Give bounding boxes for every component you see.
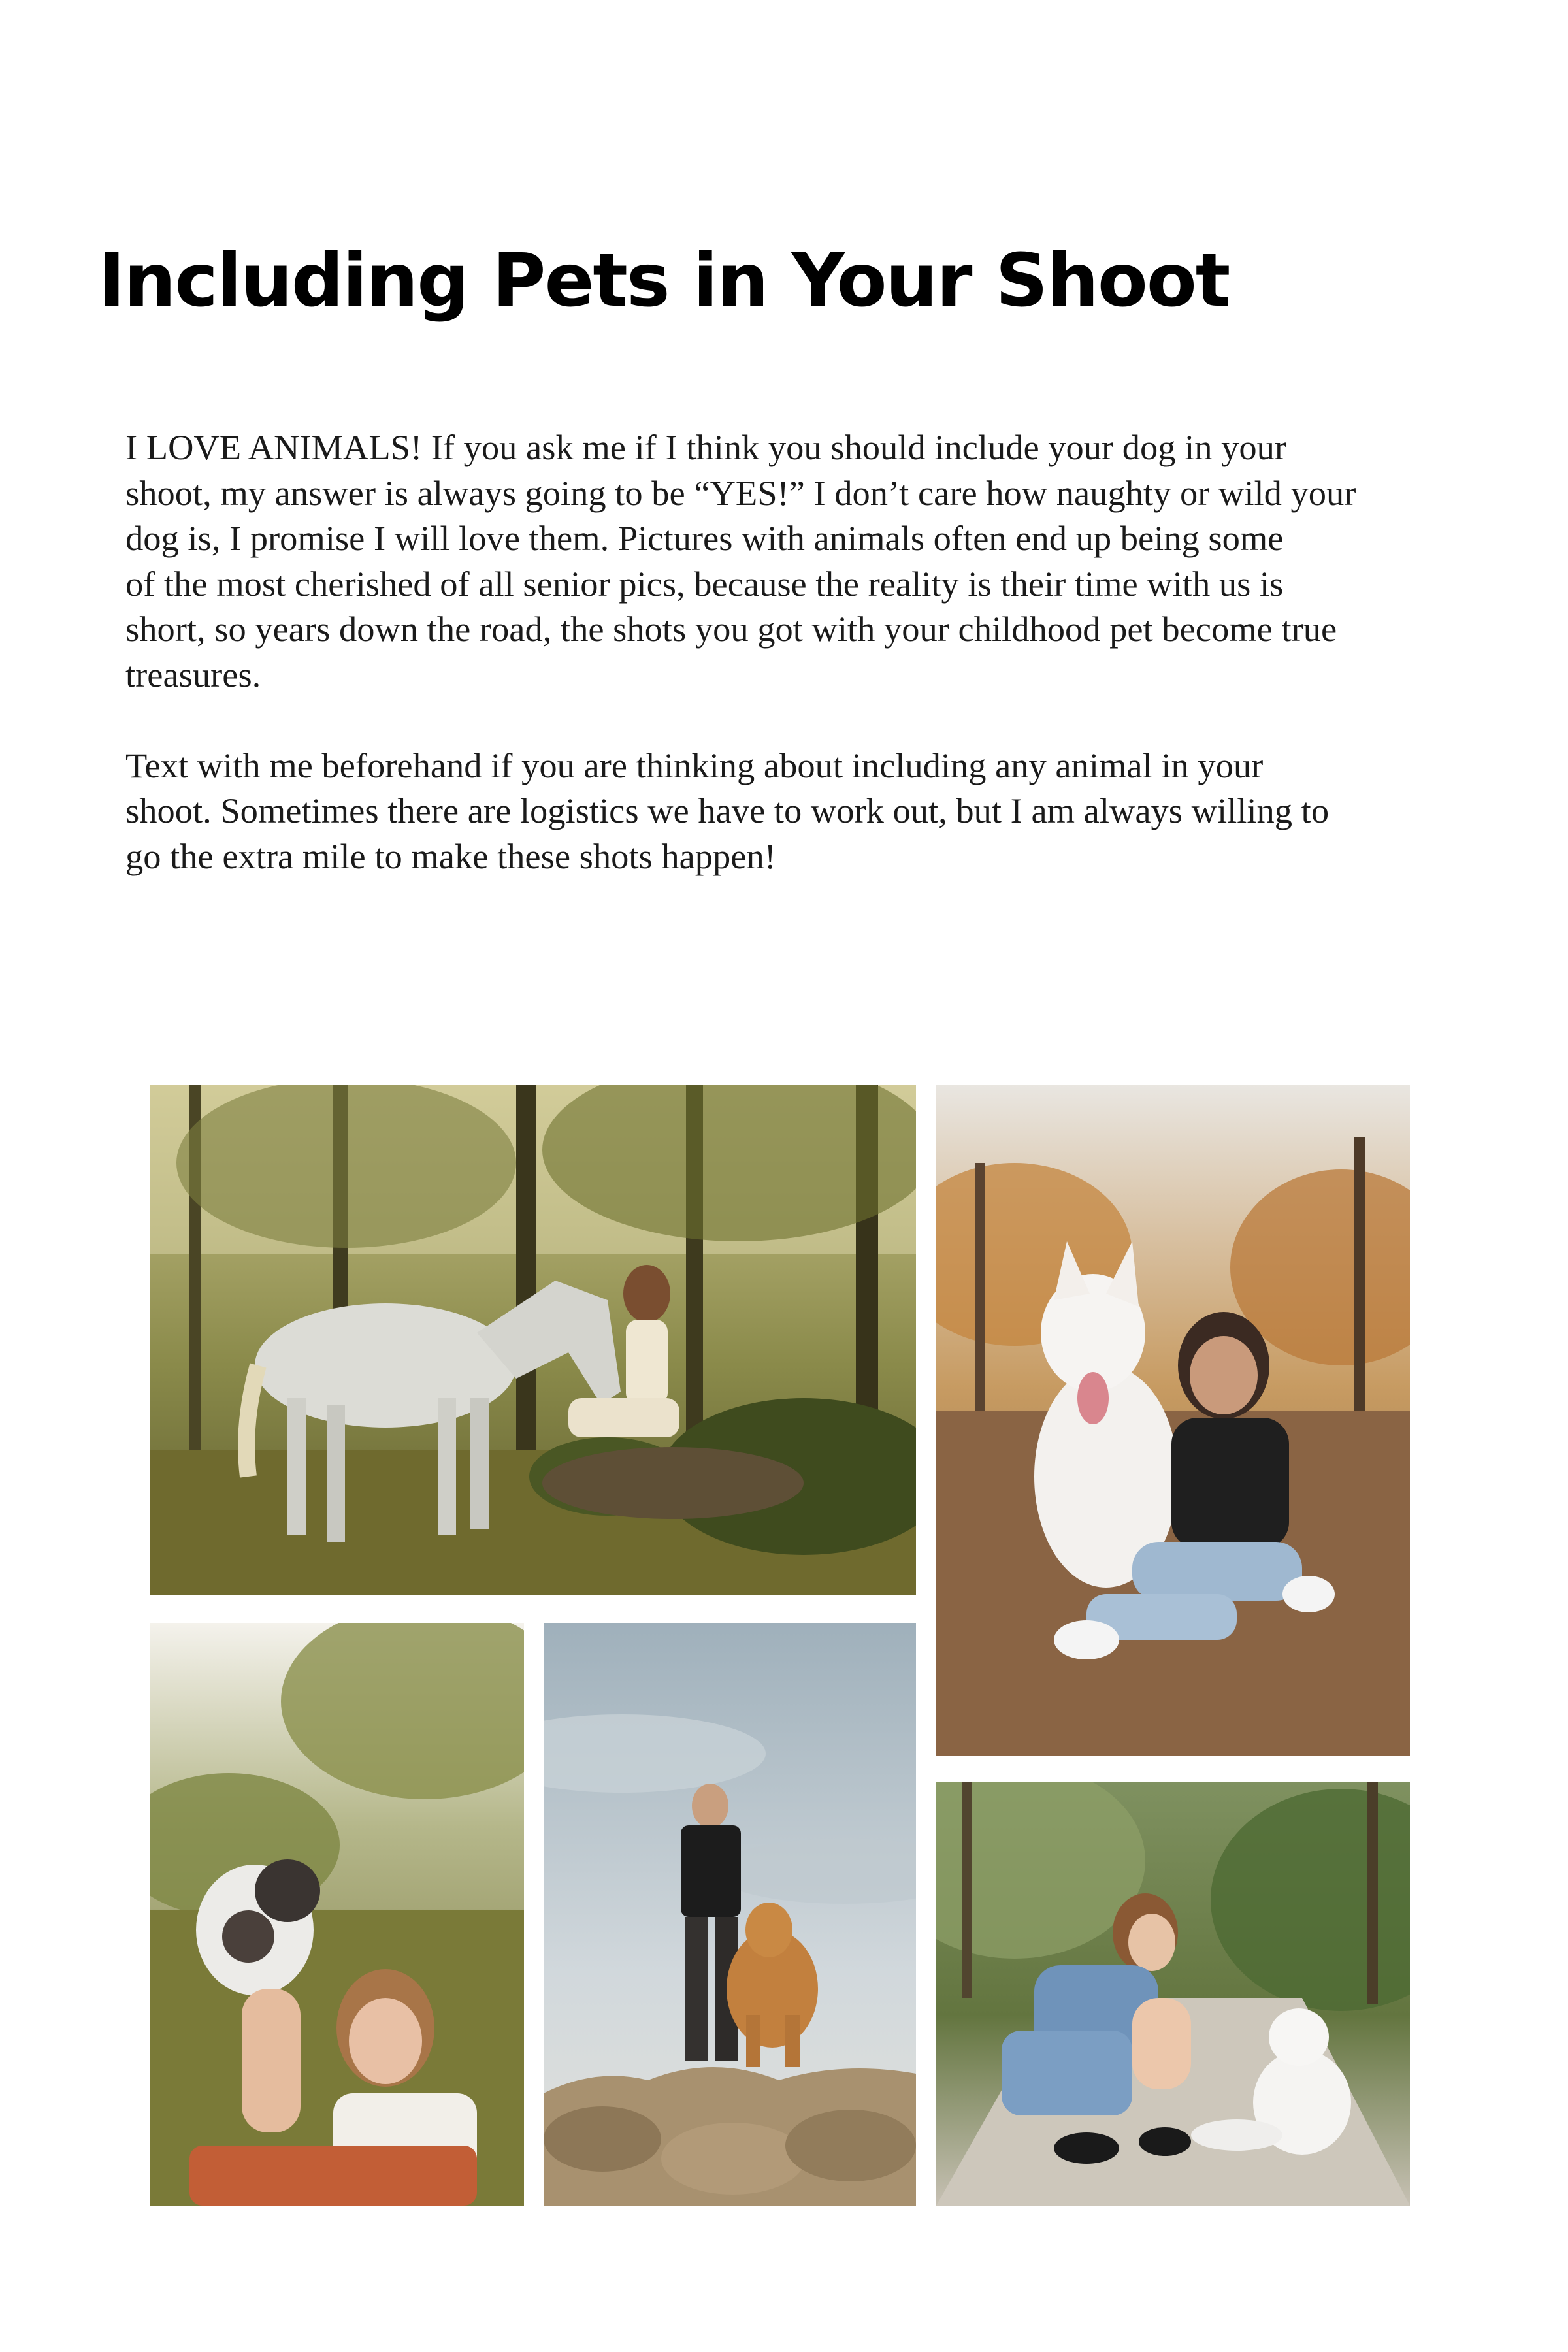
intro-paragraph-1: I LOVE ANIMALS! If you ask me if I think you should include your dog in your shoot, my answer is always going to be “YES!” I don’t care how naughty or wild your dog is, I promise I will love them. Pictures with animals often end up being some of the most cherished of all senior pics, because the reality is their time with us is short, so years down the road, the shots you got with your childhood pet become true treasures. [125, 427, 1356, 694]
photo-white-cat [936, 1782, 1410, 2206]
photo-small-dog [150, 1623, 524, 2206]
photo-horse [150, 1085, 916, 1595]
page-title: Including Pets in Your Shoot [98, 238, 1230, 323]
photo-golden-retriever [544, 1623, 916, 2206]
photo-shepherd-dog [936, 1085, 1410, 1756]
intro-paragraph-2: Text with me beforehand if you are thinking about including any animal in your shoot. Sometimes there are logistics we have to work out, but I am always willing to go the extra mile to make these shots happen! [125, 745, 1330, 876]
intro-text [125, 425, 1497, 879]
